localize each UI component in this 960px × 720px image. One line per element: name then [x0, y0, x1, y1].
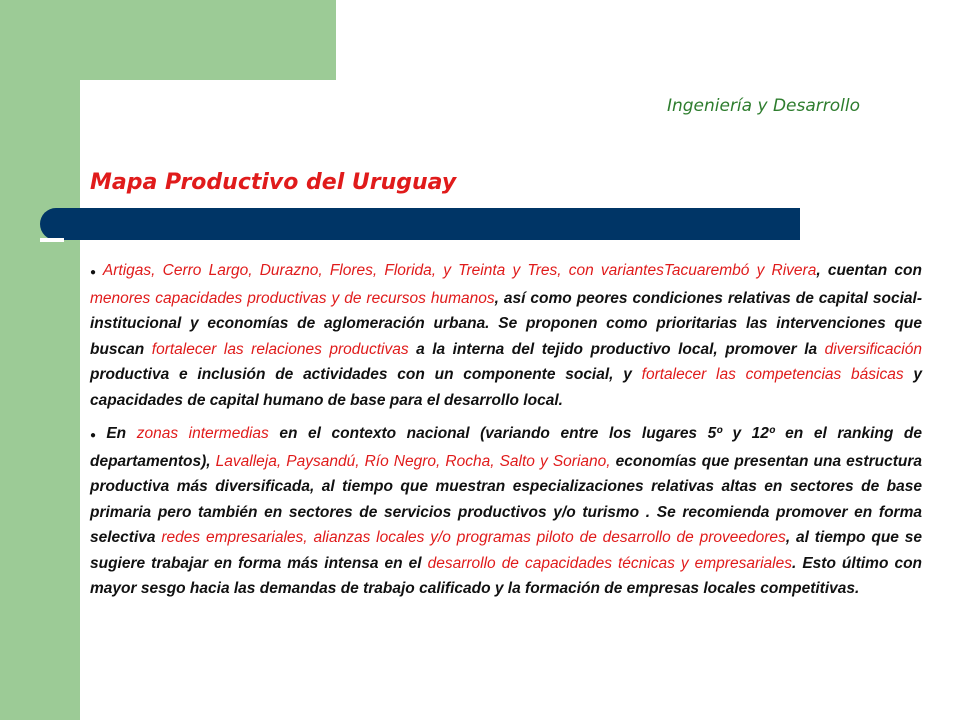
content-corner-curve	[80, 80, 160, 160]
paragraph-artigas	[90, 258, 922, 413]
paragraph-zonas-intermedias	[90, 421, 922, 602]
bullet-icon: ●	[90, 267, 99, 278]
text-span: a la interna del tejido productivo local, promover la	[408, 340, 825, 358]
text-span: fortalecer las competencias básicas	[641, 366, 904, 383]
slide-subtitle: Ingeniería y Desarrollo	[666, 96, 860, 116]
text-span: Artigas, Cerro Largo, Durazno, Flores, Florida, y Treinta y Tres, con variantesTacuarembó y Rivera	[102, 262, 817, 279]
text-span: zonas intermedias	[136, 425, 269, 442]
left-green-band	[0, 0, 80, 720]
text-span: Lavalleja, Paysandú, Río Negro, Rocha, Salto y Soriano,	[215, 452, 611, 470]
slide-body	[90, 258, 922, 610]
title-divider-bar	[40, 208, 800, 240]
text-span: . Esto último con mayor sesgo hacia las demandas de trabajo calificado y la formación de empresas locales competitivas.	[90, 554, 922, 597]
slide-title: Mapa Productivo del Uruguay	[90, 170, 457, 195]
divider-bar-notch	[40, 238, 64, 242]
text-span: , cuentan con	[816, 262, 922, 279]
text-span: productiva e inclusión de actividades con un componente social, y	[90, 366, 642, 383]
text-span: redes empresariales, alianzas locales y/o programas piloto de desarrollo de proveedores	[161, 529, 786, 546]
text-span: y capacidades de capital humano de base para el desarrollo local.	[90, 366, 922, 409]
text-span: En	[106, 425, 137, 442]
text-span: , al tiempo que se sugiere trabajar en forma más intensa en el	[90, 529, 923, 572]
text-span: , así como peores condiciones relativas de capital social-institucional y economías de aglomeración urbana. Se proponen como prioritarias las intervenciones que buscan	[90, 289, 922, 358]
text-span: fortalecer las relaciones productivas	[151, 340, 409, 358]
text-span: economías que presentan una estructura productiva más diversificada, al tiempo que muestran especializaciones relativas altas en sectores de base primaria pero también en sectores de servicios productivos y/o turismo . Se recomienda promover en forma selectiva	[90, 452, 922, 546]
text-span: diversificación	[824, 340, 922, 358]
text-span: desarrollo de capacidades técnicas y empresariales	[427, 554, 792, 572]
top-green-band	[80, 0, 336, 80]
text-span: menores capacidades productivas y de recursos humanos	[90, 289, 495, 307]
bullet-icon: ●	[90, 430, 103, 441]
text-span: en el contexto nacional (variando entre los lugares 5º y 12º en el ranking de departamentos),	[90, 425, 922, 470]
